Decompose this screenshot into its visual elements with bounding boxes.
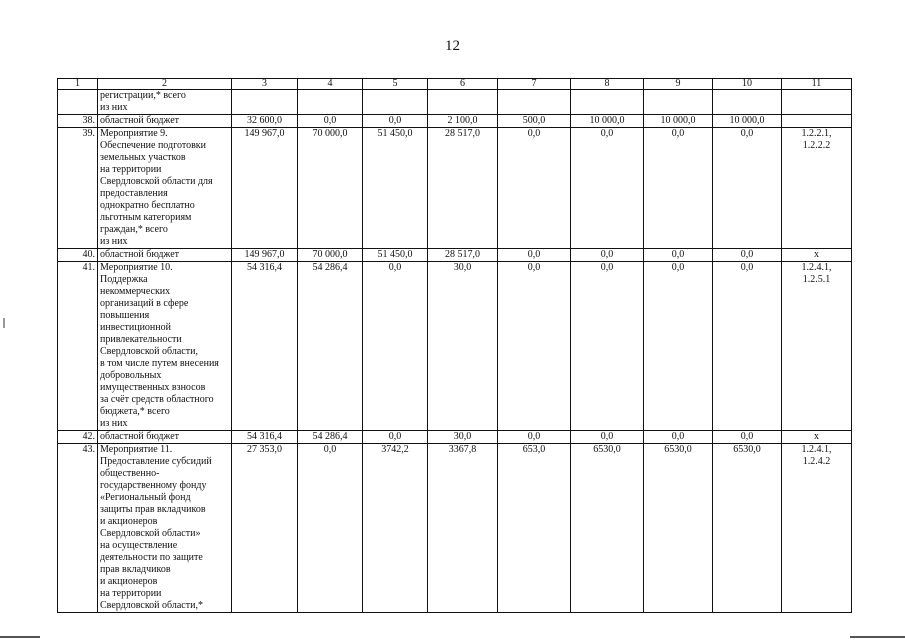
value-cell: 70 000,0 (298, 249, 363, 262)
scan-edge (850, 636, 905, 638)
row-number: 43. (58, 444, 98, 613)
value-cell (713, 90, 782, 115)
value-cell: 51 450,0 (363, 128, 428, 249)
target-ref: 1.2.4.1, 1.2.5.1 (782, 262, 852, 431)
column-header: 5 (363, 79, 428, 90)
value-cell: 0,0 (644, 128, 713, 249)
value-cell: 3742,2 (363, 444, 428, 613)
value-cell: 10 000,0 (713, 115, 782, 128)
row-name: Мероприятие 9. Обеспечение подготовки земельных участков на территории Свердловской области для предоставления однократно бесплатно льготным категориям граждан,* всего из них (98, 128, 232, 249)
target-ref: x (782, 431, 852, 444)
column-header: 2 (98, 79, 232, 90)
column-header: 8 (571, 79, 644, 90)
column-header: 10 (713, 79, 782, 90)
row-number: 42. (58, 431, 98, 444)
header-row (58, 79, 852, 90)
column-header: 11 (782, 79, 852, 90)
value-cell: 0,0 (363, 262, 428, 431)
row-name: областной бюджет (98, 249, 232, 262)
value-cell: 28 517,0 (428, 128, 498, 249)
value-cell: 0,0 (644, 431, 713, 444)
value-cell: 27 353,0 (232, 444, 298, 613)
column-header: 9 (644, 79, 713, 90)
value-cell: 0,0 (498, 262, 571, 431)
value-cell: 10 000,0 (571, 115, 644, 128)
value-cell (644, 90, 713, 115)
target-ref (782, 115, 852, 128)
row-number: 38. (58, 115, 98, 128)
value-cell: 0,0 (498, 249, 571, 262)
value-cell (363, 90, 428, 115)
value-cell: 2 100,0 (428, 115, 498, 128)
value-cell: 0,0 (298, 444, 363, 613)
target-ref: 1.2.2.1, 1.2.2.2 (782, 128, 852, 249)
value-cell: 30,0 (428, 431, 498, 444)
scan-edge (0, 636, 40, 638)
value-cell: 6530,0 (713, 444, 782, 613)
table-row (58, 128, 852, 249)
table-row (58, 115, 852, 128)
table-row (58, 90, 852, 115)
column-header: 7 (498, 79, 571, 90)
row-number: 39. (58, 128, 98, 249)
row-name: Мероприятие 11. Предоставление субсидий общественно- государственному фонду «Региональный фонд защиты прав вкладчиков и акционеров Свердловской области» на осуществление деятельности по защите прав вкладчиков и акционеров на территории Свердловской области,* (98, 444, 232, 613)
value-cell: 0,0 (363, 115, 428, 128)
value-cell: 0,0 (571, 128, 644, 249)
value-cell: 70 000,0 (298, 128, 363, 249)
value-cell: 0,0 (713, 431, 782, 444)
value-cell: 54 316,4 (232, 262, 298, 431)
row-name: регистрации,* всего из них (98, 90, 232, 115)
table-row (58, 444, 852, 613)
target-ref (782, 90, 852, 115)
value-cell: 0,0 (571, 431, 644, 444)
table-row (58, 431, 852, 444)
value-cell: 653,0 (498, 444, 571, 613)
column-header: 3 (232, 79, 298, 90)
value-cell: 0,0 (644, 262, 713, 431)
value-cell: 0,0 (498, 128, 571, 249)
value-cell: 0,0 (644, 249, 713, 262)
row-name: областной бюджет (98, 431, 232, 444)
column-header: 6 (428, 79, 498, 90)
value-cell: 0,0 (713, 128, 782, 249)
row-number: 41. (58, 262, 98, 431)
target-ref: 1.2.4.1, 1.2.4.2 (782, 444, 852, 613)
value-cell: 51 450,0 (363, 249, 428, 262)
value-cell: 54 316,4 (232, 431, 298, 444)
value-cell: 54 286,4 (298, 262, 363, 431)
row-name: Мероприятие 10. Поддержка некоммерческих организаций в сфере повышения инвестиционной привлекательности Свердловской области, в том числе путем внесения добровольных имущественных взносов за счёт средств областного бюджета,* всего из них (98, 262, 232, 431)
target-ref: x (782, 249, 852, 262)
value-cell: 149 967,0 (232, 128, 298, 249)
value-cell: 30,0 (428, 262, 498, 431)
scan-mark (3, 318, 5, 328)
value-cell (571, 90, 644, 115)
row-number (58, 90, 98, 115)
value-cell: 6530,0 (644, 444, 713, 613)
value-cell: 149 967,0 (232, 249, 298, 262)
value-cell: 0,0 (713, 262, 782, 431)
budget-table (57, 78, 852, 613)
value-cell: 6530,0 (571, 444, 644, 613)
value-cell: 54 286,4 (298, 431, 363, 444)
value-cell: 0,0 (363, 431, 428, 444)
value-cell: 0,0 (298, 115, 363, 128)
value-cell (232, 90, 298, 115)
value-cell: 28 517,0 (428, 249, 498, 262)
table-row (58, 262, 852, 431)
page-number: 12 (445, 38, 460, 54)
value-cell: 0,0 (713, 249, 782, 262)
table-row (58, 249, 852, 262)
column-header: 4 (298, 79, 363, 90)
column-header: 1 (58, 79, 98, 90)
value-cell: 0,0 (571, 262, 644, 431)
row-name: областной бюджет (98, 115, 232, 128)
value-cell: 0,0 (498, 431, 571, 444)
value-cell: 500,0 (498, 115, 571, 128)
value-cell: 32 600,0 (232, 115, 298, 128)
value-cell (498, 90, 571, 115)
value-cell (298, 90, 363, 115)
value-cell: 0,0 (571, 249, 644, 262)
value-cell: 10 000,0 (644, 115, 713, 128)
value-cell: 3367,8 (428, 444, 498, 613)
value-cell (428, 90, 498, 115)
row-number: 40. (58, 249, 98, 262)
